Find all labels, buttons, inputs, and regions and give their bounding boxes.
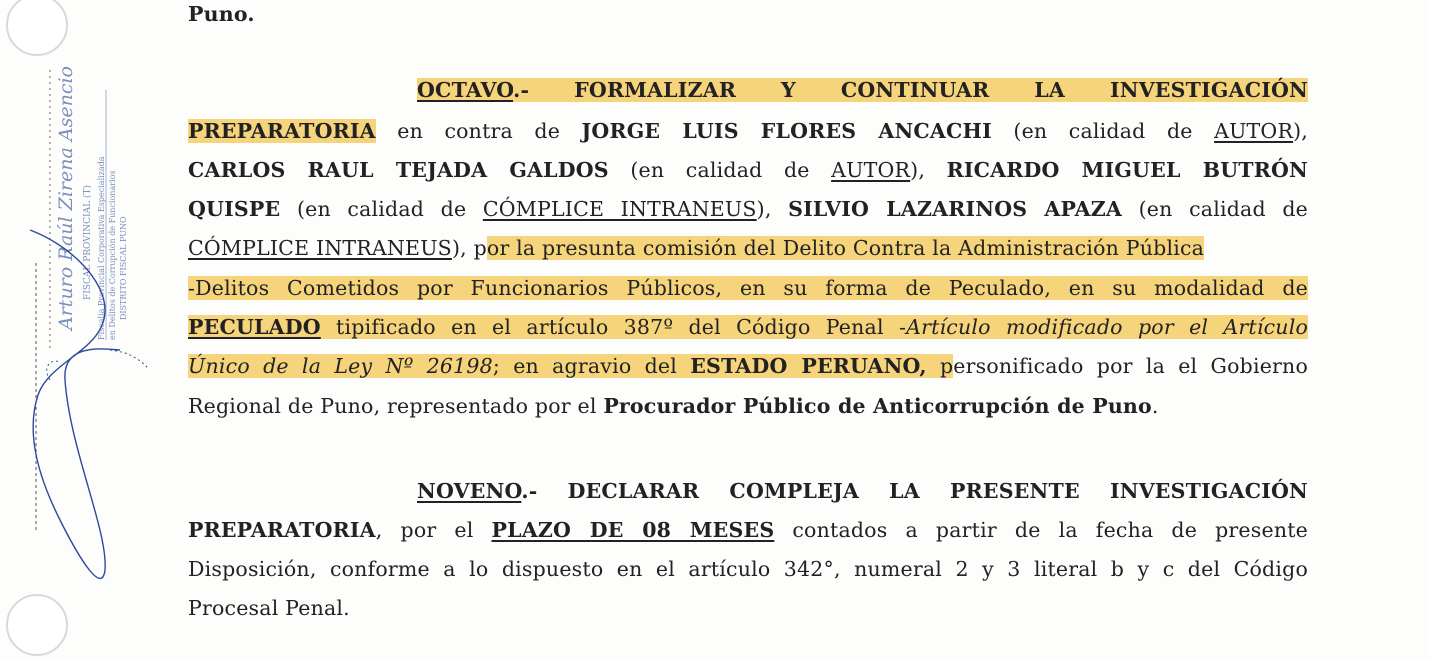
octavo-line-2: PREPARATORIA en contra de JORGE LUIS FLORES ANCACHI (en calidad de AUTOR), <box>188 119 1308 143</box>
top-fragment: Puno. <box>188 2 255 26</box>
octavo-line-6: -Delitos Cometidos por Funcionarios Públicos, en su forma de Peculado, en su modalidad de <box>188 276 1308 300</box>
punch-hole-top <box>6 0 68 56</box>
octavo-line-7: PECULADO tipificado en el artículo 387º del Código Penal -Artículo modificado por el Artículo <box>188 315 1308 339</box>
stamp-line4: DISTRITO FISCAL PUNO <box>119 216 128 320</box>
noveno-line-2: PREPARATORIA, por el PLAZO DE 08 MESES contados a partir de la fecha de presente <box>188 518 1308 542</box>
stamp-line2: Fiscalía Provincial Corporativa Especializada <box>97 156 106 340</box>
stamp-line1: FISCAL PROVINCIAL (T) <box>83 185 93 300</box>
noveno-line-3: Disposición, conforme a lo dispuesto en el artículo 342°, numeral 2 y 3 literal b y c del Código <box>188 557 1308 581</box>
fiscal-stamp-signature <box>10 50 170 610</box>
octavo-line-9: Regional de Puno, representado por el Procurador Público de Anticorrupción de Puno. <box>188 394 1159 418</box>
octavo-line-5: CÓMPLICE INTRANEUS), por la presunta comisión del Delito Contra la Administración Pública <box>188 236 1205 260</box>
stamp-line3: en Delitos de Corrupción de Funcionarios <box>108 170 117 340</box>
octavo-line-3: CARLOS RAUL TEJADA GALDOS (en calidad de AUTOR), RICARDO MIGUEL BUTRÓN <box>188 158 1308 182</box>
noveno-line-4: Procesal Penal. <box>188 596 350 620</box>
octavo-line-1: OCTAVO.- FORMALIZAR Y CONTINUAR LA INVESTIGACIÓN <box>417 78 1308 102</box>
octavo-line-4: QUISPE (en calidad de CÓMPLICE INTRANEUS), SILVIO LAZARINOS APAZA (en calidad de <box>188 197 1308 221</box>
noveno-line-1: NOVENO.- DECLARAR COMPLEJA LA PRESENTE INVESTIGACIÓN <box>417 479 1308 503</box>
stamp-name: Arturo Raúl Zirena Asencio <box>55 66 77 330</box>
octavo-line-8: Único de la Ley Nº 26198; en agravio del ESTADO PERUANO, personificado por la el Gobierno <box>188 354 1308 378</box>
